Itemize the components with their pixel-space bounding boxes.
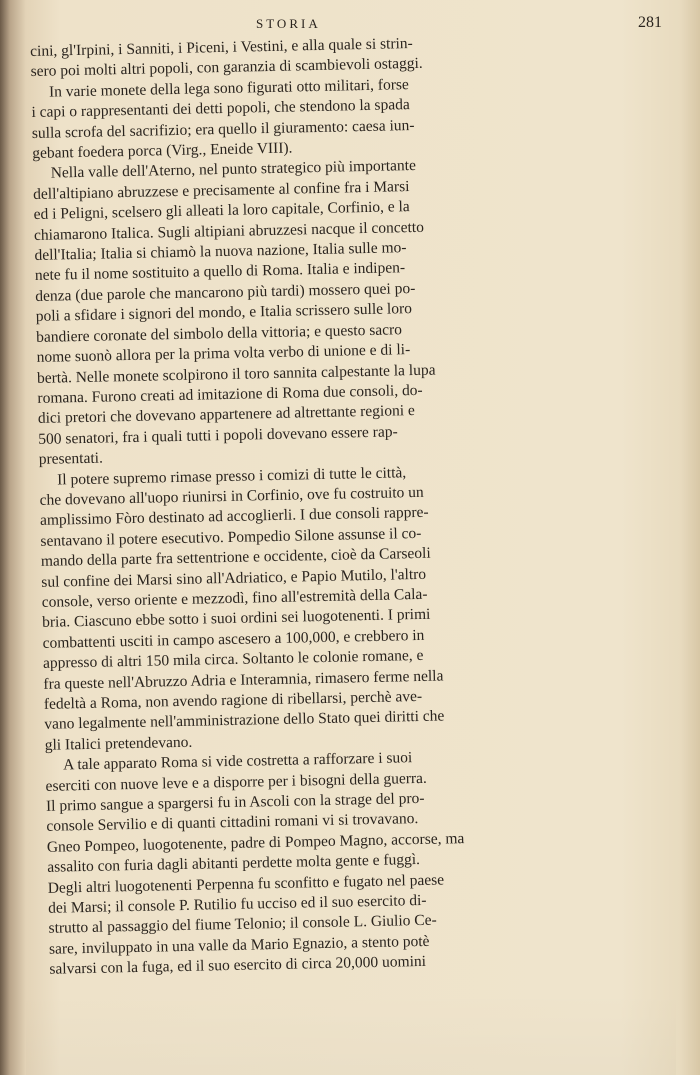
text-line: sulla scrofa del sacrifizio; era quello il giuramento: caesa iun- [31,116,415,142]
text-line: bria. Ciascuno ebbe sotto i suoi ordini sei luogotenenti. I primi [41,606,431,632]
text-line: sare, inviluppato in una valle da Mario Egnazio, a stento potè [48,932,430,958]
text-line: Degli altri luogotenenti Perpenna fu sconfitto e fugato nel paese [47,871,445,897]
text-line: bandiere coronate del simbolo della vittoria; e questo sacro [36,320,403,346]
text-line: Il potere supremo rimase presso i comizi di tutte le città, [56,463,407,489]
text-line: sero poi molti altri popoli, con garanzia di scambievoli ostaggi. [30,55,423,81]
text-line: amplissimo Fòro destinato ad accoglierli. I due consoli rappre- [39,504,429,530]
text-line: romana. Furono creati ad imitazione di Roma due consoli, do- [37,381,423,407]
text-line: Nella valle dell'Aterno, nel punto strategico più importante [50,157,417,183]
text-line: nete fu il nome sostituito a quello di Roma. Italia e indipen- [34,259,406,285]
body-text [30,30,640,981]
text-line: nome suonò allora per la prima volta verbo di unione e di li- [36,341,411,367]
text-line: strutto al passaggio del fiume Telonio; il console L. Giulio Ce- [48,912,437,938]
text-line: A tale apparato Roma si vide costretta a rafforzare i suoi [62,749,413,774]
text-line: 500 senatori, fra i quali tutti i popoli dovevano essere rap- [38,423,398,448]
text-line: sul confine dei Marsi sino all'Adriatico, e Papio Mutilo, l'altro [41,565,427,591]
text-line: gebant foedera porca (Virg., Eneide VIII). [32,139,293,163]
text-line: chiamarono Italica. Sugli altipiani abruzzesi nacque il concetto [33,218,425,244]
text-line: i capi o rappresentanti dei detti popoli, che stendono la spada [31,96,410,122]
text-line: Gneo Pompeo, luogotenente, padre di Pompeo Magno, accorse, ma [46,829,465,856]
page-number: 281 [638,14,662,31]
text-line: sentavano il potere esecutivo. Pompedio Silone assunse il co- [40,524,422,550]
text-line: console Servilio e di quanti cittadini romani vi si trovavano. [46,810,419,836]
text-line: appresso di altri 150 mila circa. Soltanto le colonie romane, e [42,647,424,673]
bottom-margin [26,990,676,1075]
text-line: denza (due parole che mancarono più tardi) mossero quei po- [35,279,416,305]
text-line: presentati. [38,449,104,469]
running-title: STORIA [256,16,321,31]
text-line: ed i Peligni, scelsero gli alleati la loro capitale, Corfinio, e la [33,198,410,224]
text-line: vano legalmente nell'amministrazione dello Stato quei diritti che [44,707,445,734]
text-line: fedeltà a Roma, non avendo ragione di ribellarsi, perchè ave- [43,687,423,713]
text-line: mando della parte fra settentrione e occidente, cioè da Carseoli [40,544,431,571]
text-line: poli a sfidare i signori del mondo, e Italia scrissero sulle loro [35,300,413,326]
text-line: bertà. Nelle monete scolpirono il toro sannita calpestante la lupa [36,361,436,387]
text-line: salvarsi con la fuga, ed il suo esercito di circa 20,000 uomini [49,953,427,979]
text-line: cini, gl'Irpini, i Sanniti, i Piceni, i Vestini, e alla quale si strin- [30,34,413,60]
text-line: che dovevano all'uopo riunirsi in Corfinio, ove fu costruito un [39,483,424,509]
text-line: dell'Italia; Italia si chiamò la nuova nazione, Italia sulle mo- [34,239,407,265]
text-line: dell'altipiano abruzzese e precisamente al confine fra i Marsi [33,177,410,203]
text-line: console, verso oriente e mezzodì, fino all'estremità della Cala- [41,585,428,611]
text-line: Il primo sangue a spargersi fu in Ascoli con la strage del pro- [45,789,425,815]
text-line: dei Marsi; il console P. Rutilio fu ucciso ed il suo esercito di- [47,891,427,917]
text-line: eserciti con nuove leve e a disporre per i bisogni della guerra. [45,769,428,795]
text-line: gli Italici pretendevano. [44,733,193,754]
text-line: In varie monete della lega sono figurati otto militari, forse [48,75,409,101]
text-line: assalito con furia dagli abitanti perdette molta gente e fuggì. [47,851,421,877]
text-line: combattenti usciti in campo ascesero a 100,000, e crebbero in [42,626,425,652]
text-line: fra queste nell'Abruzzo Adria e Interamnia, rimasero ferme nella [43,667,444,693]
book-page [26,0,676,1075]
text-line: dici pretori che dovevano appartenere ad altrettante regioni e [37,402,415,428]
